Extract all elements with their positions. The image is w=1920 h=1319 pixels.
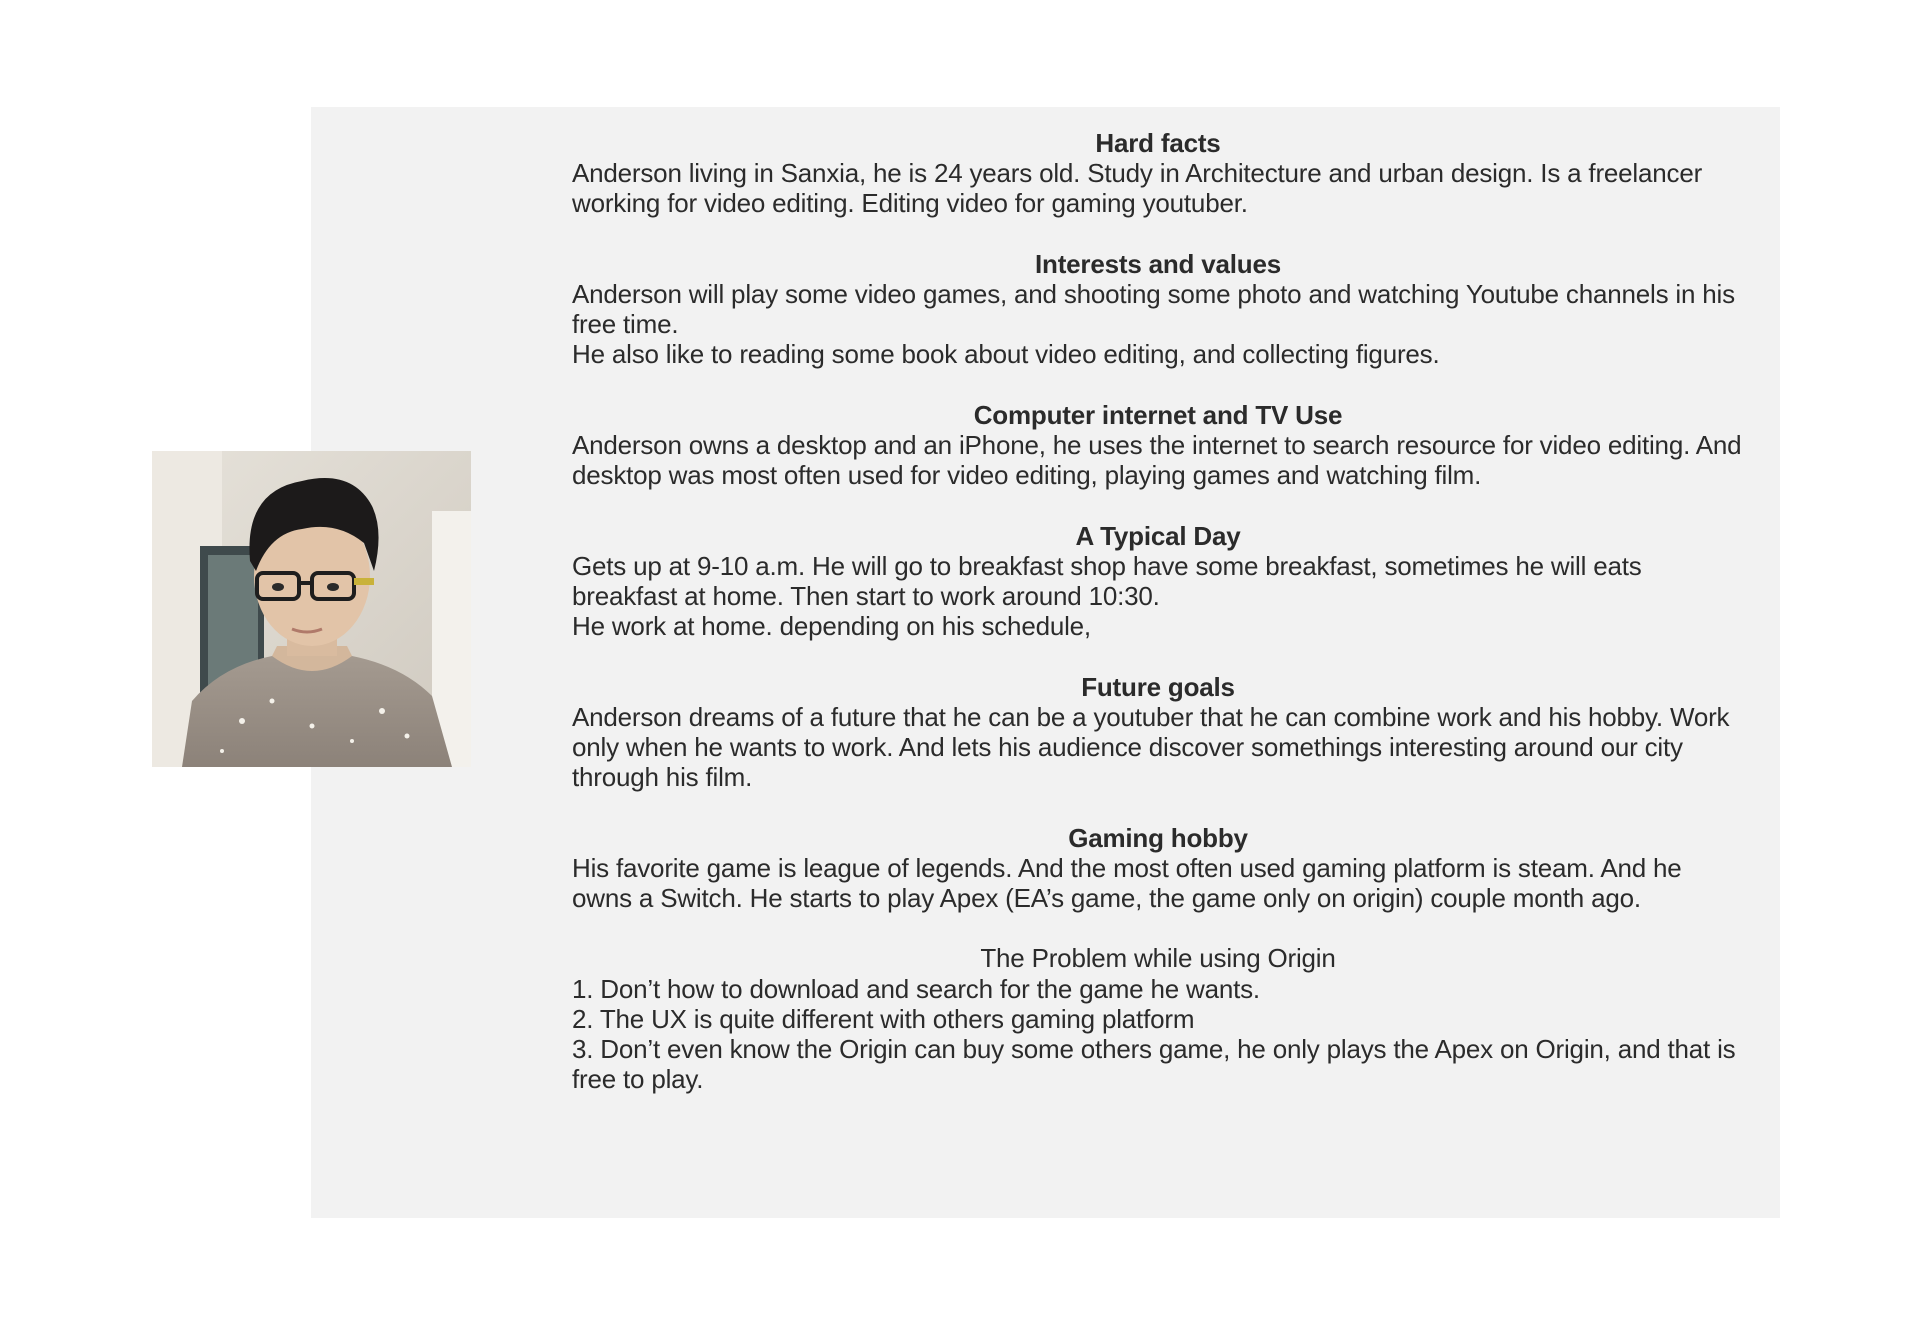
section-paragraph: Anderson will play some video games, and shooting some photo and watching Youtube channels in his free time. [572, 279, 1735, 340]
section-hard-facts [572, 128, 1744, 219]
section-computer-internet-tv-use [572, 400, 1744, 491]
section-paragraph: Anderson owns a desktop and an iPhone, he uses the internet to search resource for video editing. And desktop was most often used for video editing, playing games and watching film. [572, 430, 1742, 491]
persona-content [572, 128, 1744, 1125]
section-origin-problems [572, 943, 1744, 1094]
section-heading: Interests and values [1035, 248, 1281, 279]
section-heading: Computer internet and TV Use [973, 399, 1343, 430]
list-item: 3. Don’t even know the Origin can buy some others game, he only plays the Apex on Origin, and that is free to play. [572, 1034, 1736, 1095]
person-portrait-icon [152, 451, 471, 767]
section-paragraph: His favorite game is league of legends. And the most often used gaming platform is steam. And he owns a Switch. He starts to play Apex (EA’s game, the game only on origin) couple month ago. [572, 852, 1682, 913]
section-paragraph: Gets up at 9-10 a.m. He will go to breakfast shop have some breakfast, sometimes he will eats breakfast at home. Then start to work around 10:30. [572, 550, 1642, 611]
section-gaming-hobby [572, 823, 1744, 914]
section-future-goals [572, 672, 1744, 793]
list-item: 1. Don’t how to download and search for the game he wants. [572, 973, 1260, 1004]
problem-list [572, 974, 1744, 1095]
section-typical-day [572, 521, 1744, 642]
section-heading: Hard facts [1095, 128, 1221, 158]
section-paragraph: He work at home. depending on his schedule, [572, 611, 1091, 642]
section-heading: A Typical Day [1075, 520, 1241, 551]
section-heading: The Problem while using Origin [980, 943, 1336, 974]
section-interests-and-values [572, 249, 1744, 370]
section-paragraph: Anderson dreams of a future that he can be a youtuber that he can combine work and his hobby. Work only when he wants to work. And lets his audience discover somethings interesting around our city through his film. [572, 701, 1730, 793]
section-heading: Gaming hobby [1068, 822, 1248, 853]
section-paragraph: Anderson living in Sanxia, he is 24 years old. Study in Architecture and urban design. Is a freelancer working for video editing. Editing video for gaming youtuber. [572, 158, 1703, 219]
list-item: 2. The UX is quite different with others gaming platform [572, 1003, 1195, 1034]
section-paragraph: He also like to reading some book about video editing, and collecting figures. [572, 339, 1440, 370]
persona-photo [152, 451, 471, 767]
section-heading: Future goals [1081, 671, 1235, 702]
